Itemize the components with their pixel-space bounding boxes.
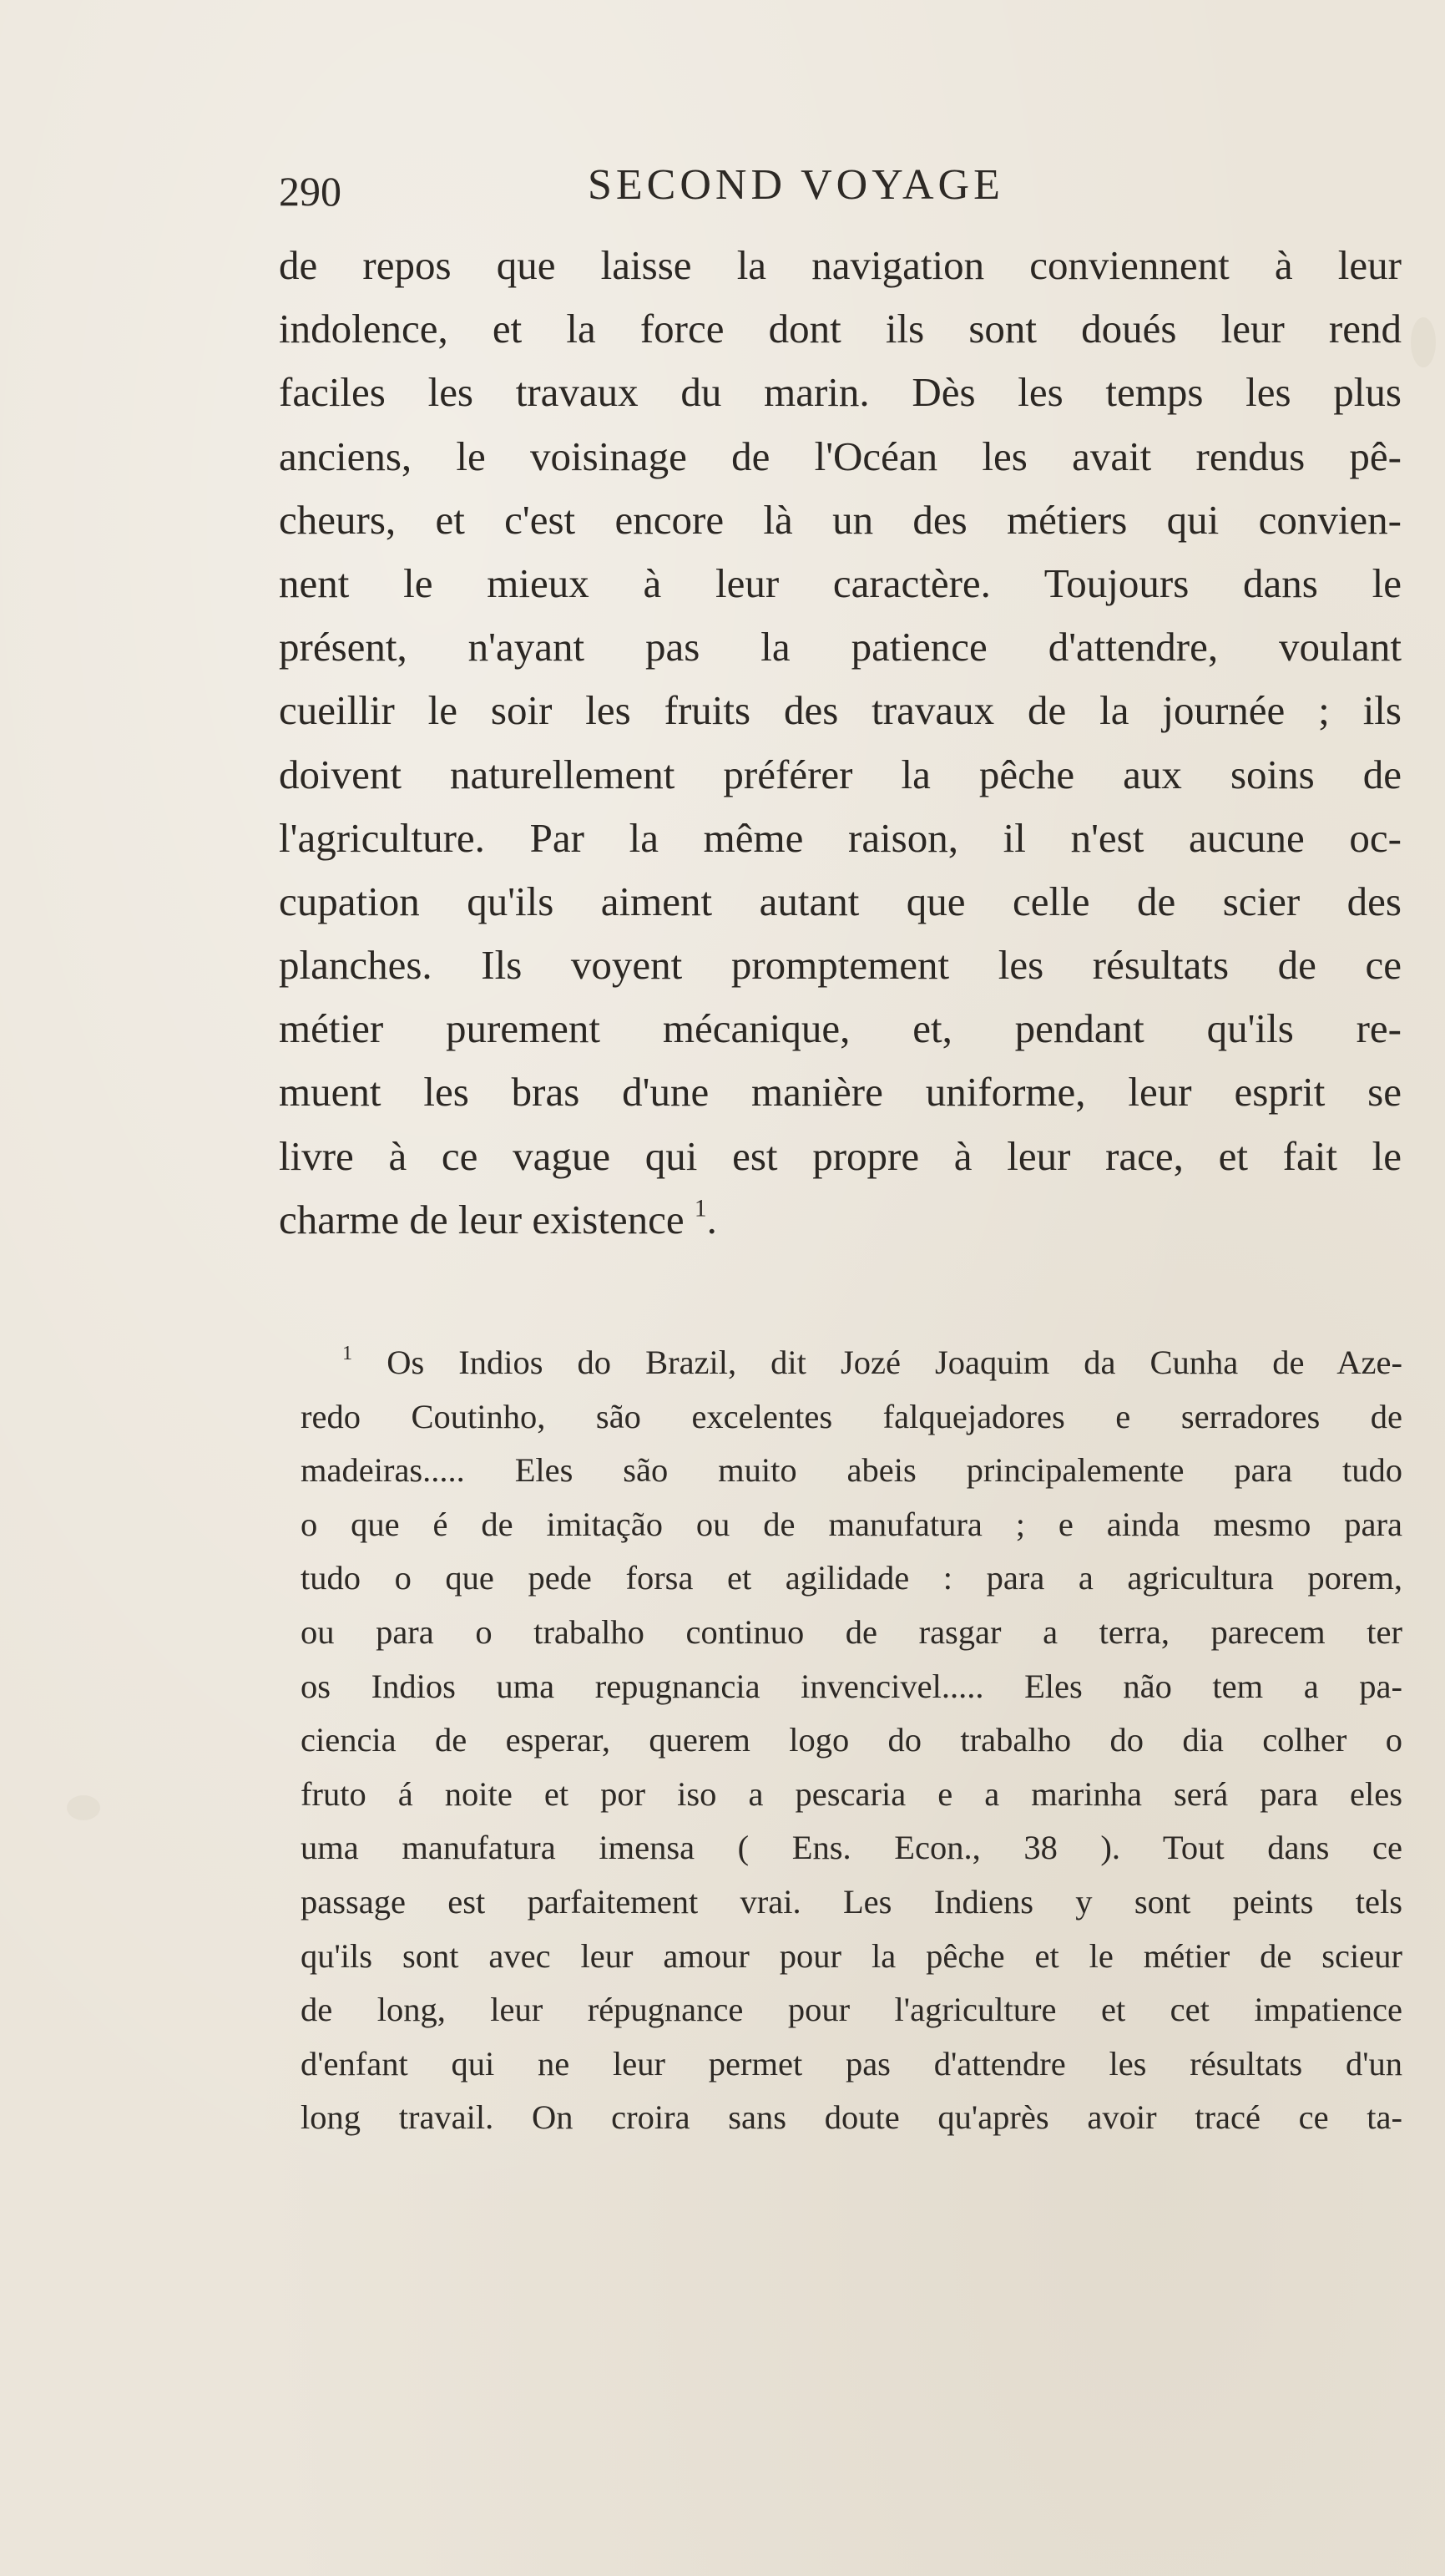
page-header <box>279 160 1397 227</box>
footnote-line: de long, leur répugnance pour l'agriculture et cet impatience <box>301 1991 1402 2029</box>
body-line: doivent naturellement préférer la pêche aux soins de <box>279 751 1402 797</box>
footnote-line: madeiras..... Eles são muito abeis principalemente para tudo <box>301 1451 1402 1490</box>
footnote-line: fruto á noite et por iso a pescaria e a marinha será para eles <box>301 1774 1402 1813</box>
footnote-line: Os Indios do Brazil, dit Jozé Joaquim da Cunha de Aze- <box>387 1344 1402 1381</box>
body-line: faciles les travaux du marin. Dès les temps les plus <box>279 369 1402 416</box>
footnote-line: ciencia de esperar, querem logo do trabalho do dia colher o <box>301 1721 1402 1759</box>
body-line: anciens, le voisinage de l'Océan les avait rendus pê- <box>279 433 1402 479</box>
footnote-line: o que é de imitação ou de manufatura ; e ainda mesmo para <box>301 1505 1402 1543</box>
footnote-first-line <box>301 1336 1402 1390</box>
footnote-line: passage est parfaitement vrai. Les Indiens y sont peints tels <box>301 1882 1402 1921</box>
footnote-reference: 1 <box>694 1195 707 1222</box>
footnote-line: ou para o trabalho continuo de rasgar a terra, parecem ter <box>301 1612 1402 1651</box>
footnote-line: redo Coutinho, são excelentes falquejadores e serradores de <box>301 1397 1402 1435</box>
footnote-line: os Indios uma repugnancia invencivel..... Eles não tem a pa- <box>301 1667 1402 1705</box>
footnote <box>301 1336 1402 2145</box>
body-line: cheurs, et c'est encore là un des métiers qui convien- <box>279 496 1402 543</box>
footnote-line: long travail. On croira sans doute qu'après avoir tracé ce ta- <box>301 2098 1402 2137</box>
body-line: de repos que laisse la navigation conviennent à leur <box>279 242 1402 288</box>
main-paragraph <box>279 234 1402 1252</box>
body-line: métier purement mécanique, et, pendant qu'ils re- <box>279 1005 1402 1052</box>
body-line: charme de leur existence <box>279 1196 685 1242</box>
body-line: nent le mieux à leur caractère. Toujours dans le <box>279 559 1402 606</box>
body-line: muent les bras d'une manière uniforme, leur esprit se <box>279 1069 1402 1116</box>
body-line: planches. Ils voyent promptement les résultats de ce <box>279 942 1402 989</box>
footnote-marker: 1 <box>342 1342 353 1364</box>
paper-stain <box>1411 317 1436 367</box>
footnote-line: tudo o que pede forsa et agilidade : para a agricultura porem, <box>301 1559 1402 1597</box>
page-number: 290 <box>279 168 341 215</box>
footnote-line: qu'ils sont avec leur amour pour la pêche et le métier de scieur <box>301 1936 1402 1975</box>
body-last-line <box>279 1188 1402 1252</box>
footnote-line: uma manufatura imensa ( Ens. Econ., 38 ). Tout dans ce <box>301 1829 1402 1867</box>
running-title: SECOND VOYAGE <box>588 161 1004 209</box>
end-punctuation: . <box>706 1196 717 1242</box>
paper-stain <box>67 1795 100 1820</box>
body-line: indolence, et la force dont ils sont doués leur rend <box>279 306 1402 352</box>
body-line: livre à ce vague qui est propre à leur race, et fait le <box>279 1132 1402 1179</box>
body-line: cueillir le soir les fruits des travaux de la journée ; ils <box>279 687 1402 734</box>
footnote-line: d'enfant qui ne leur permet pas d'attendre les résultats d'un <box>301 2044 1402 2083</box>
body-line: cupation qu'ils aiment autant que celle de scier des <box>279 878 1402 924</box>
body-line: l'agriculture. Par la même raison, il n'est aucune oc- <box>279 814 1402 861</box>
body-line: présent, n'ayant pas la patience d'attendre, voulant <box>279 624 1402 671</box>
